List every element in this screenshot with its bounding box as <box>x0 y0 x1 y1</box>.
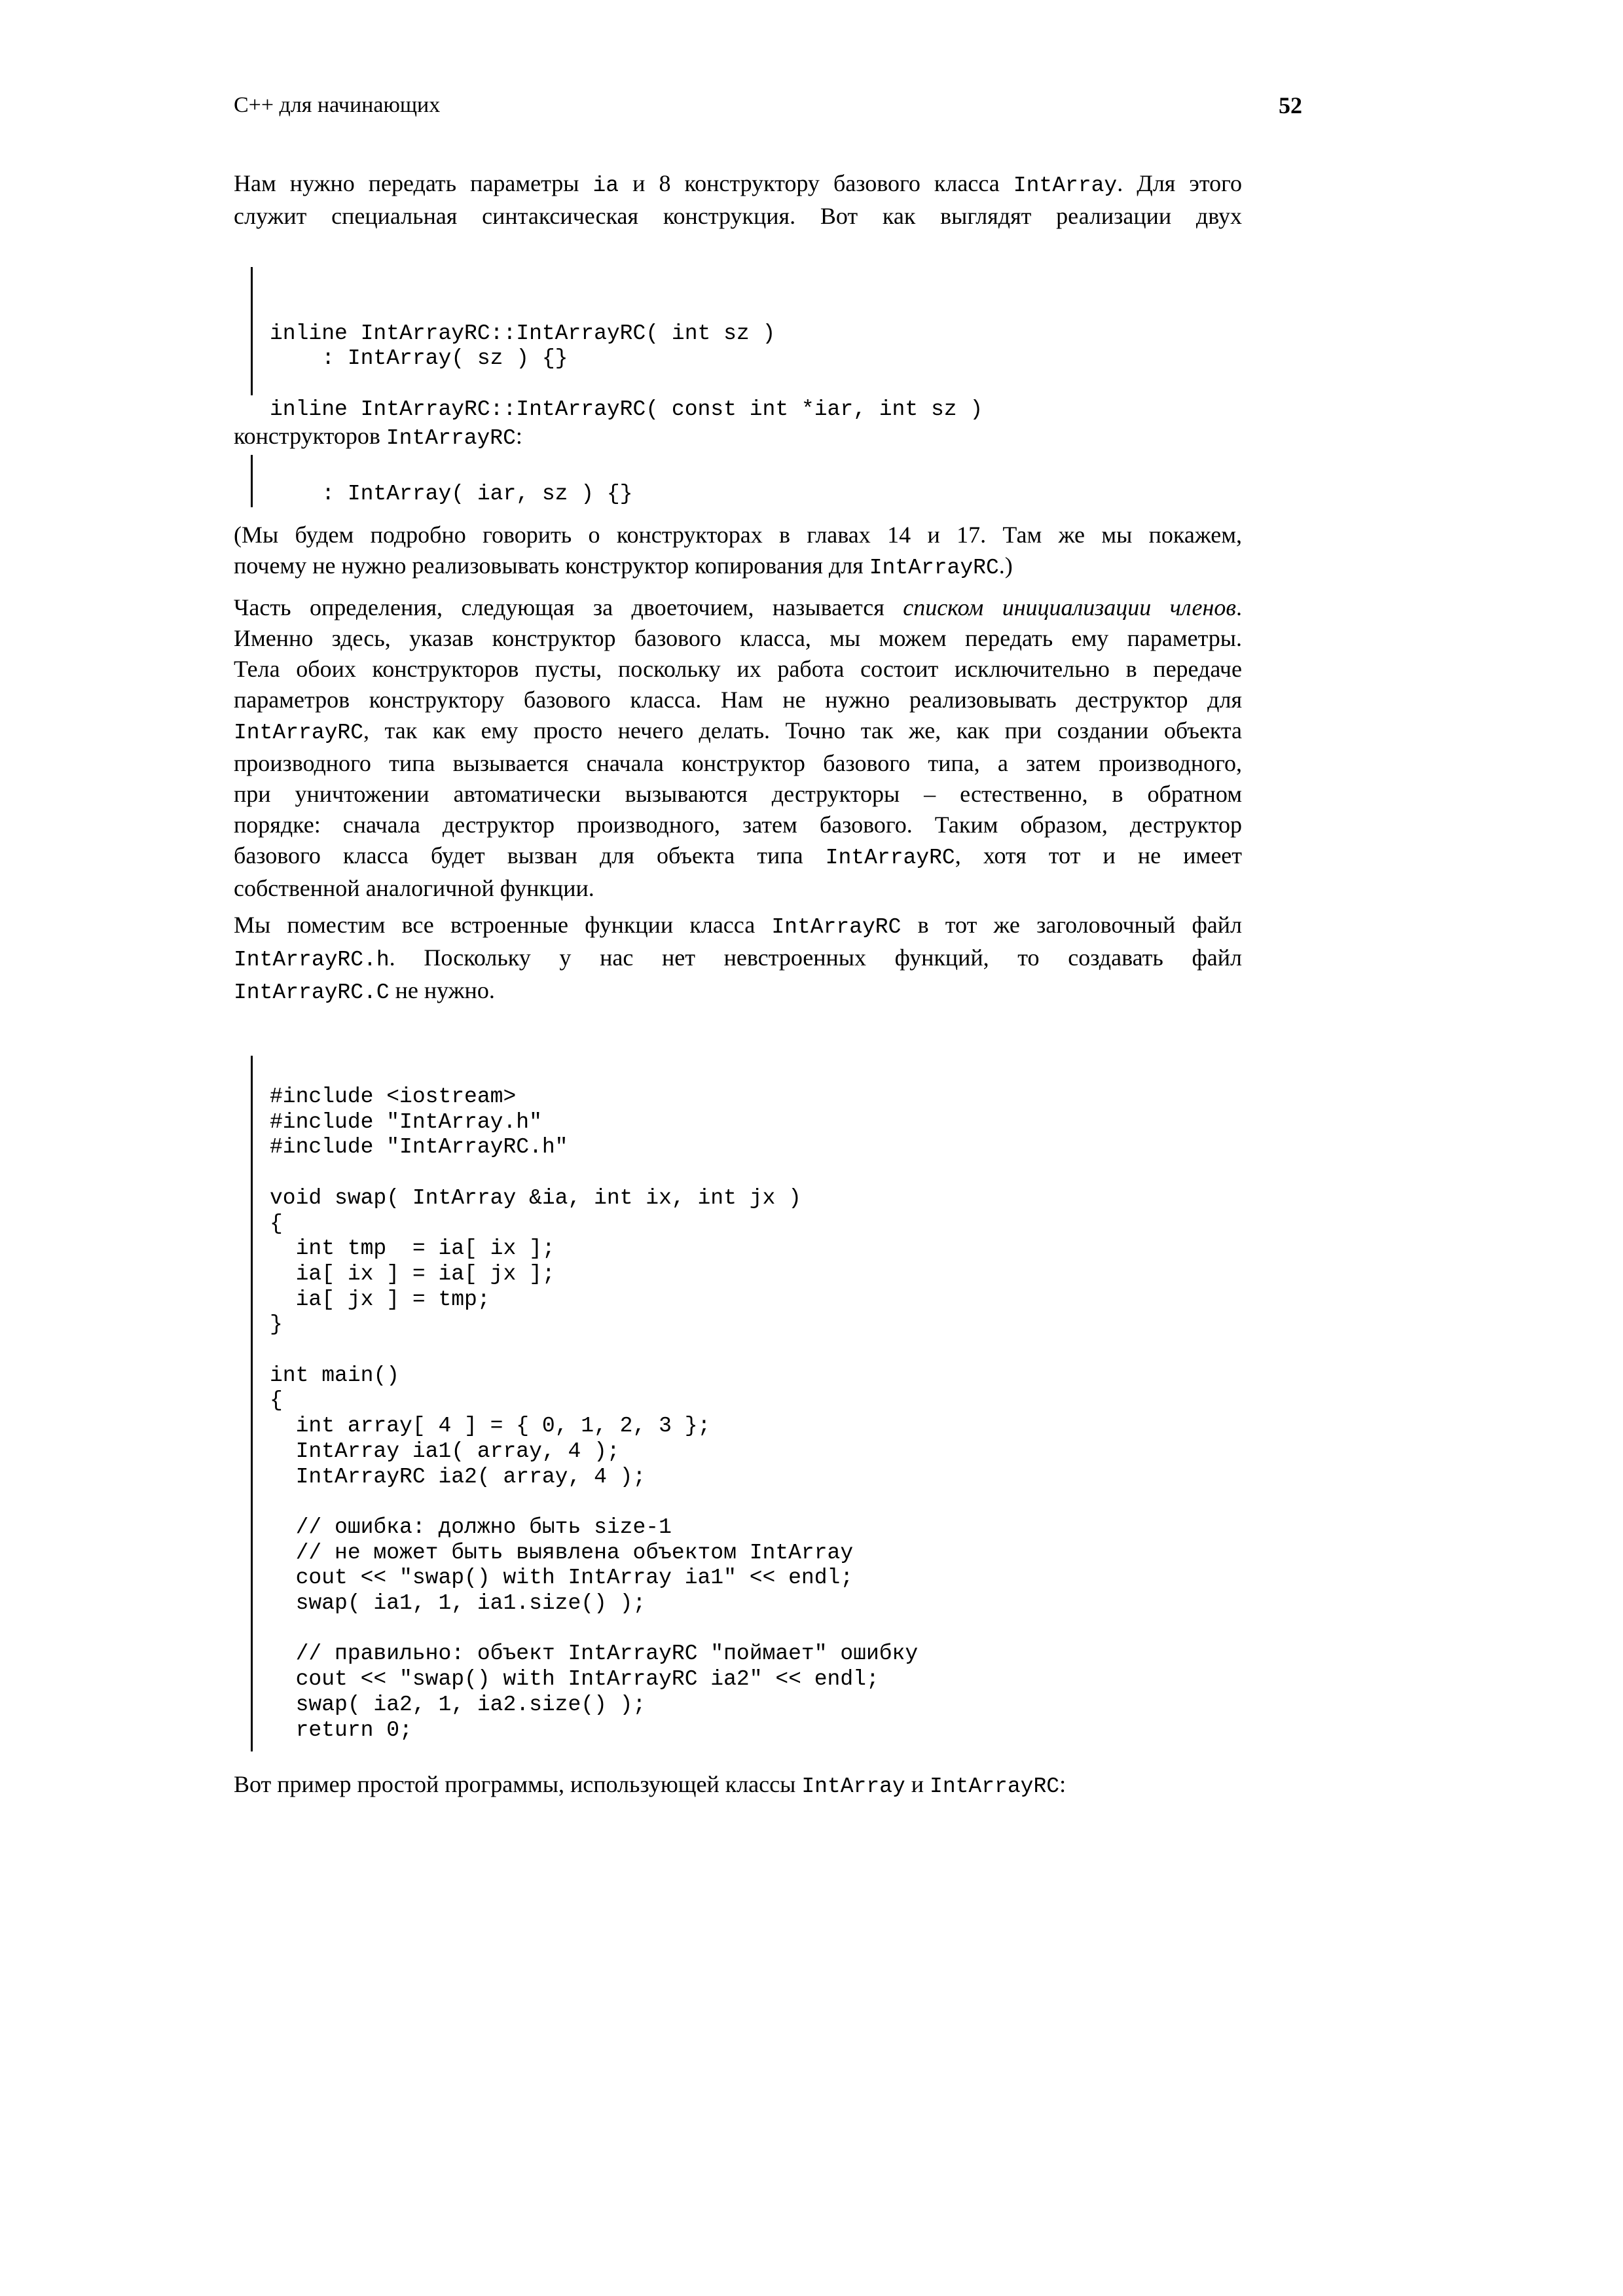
paragraph-2 <box>234 421 1242 454</box>
paragraph-3-line-1: (Мы будем подробно говорить о конструкторах в главах 14 и 17. Там же мы покажем, <box>234 522 1242 548</box>
paragraph-3 <box>234 520 1242 583</box>
paragraph-4-line-9: базового класса будет вызван для объекта типа IntArrayRC, хотя тот и не имеет <box>234 842 1243 870</box>
inline-code-intarrayrc: IntArrayRC <box>825 846 955 870</box>
paragraph-4-line-2: Именно здесь, указав конструктор базового класса, мы можем передать ему параметры. <box>234 625 1242 651</box>
term-member-init-list: списком инициализации членов <box>903 594 1236 620</box>
code-block-constructors <box>251 267 983 422</box>
paragraph-3-line-2: почему не нужно реализовывать конструктор копирования для IntArrayRC.) <box>234 552 1013 580</box>
code-line-1: inline IntArrayRC::IntArrayRC( int sz ) : IntArray( sz ) {} <box>270 321 776 371</box>
paragraph-5-line-3: IntArrayRC.C не нужно. <box>234 977 495 1005</box>
inline-code-intarrayrc: IntArrayRC <box>930 1774 1060 1799</box>
paragraph-4-line-3: Тела обоих конструкторов пусты, поскольку их работа состоит исключительно в передаче <box>234 656 1242 682</box>
paragraph-4-line-6: производного типа вызывается сначала конструктор базового типа, а затем производного, <box>234 750 1242 776</box>
inline-code-intarrayrc: IntArrayRC <box>869 556 999 580</box>
paragraph-4-line-4: параметров конструктору базового класса. Нам не нужно реализовывать деструктор для <box>234 687 1242 713</box>
code-block-program: #include <iostream> #include "IntArray.h" #include "IntArrayRC.h" void swap( IntArray &ia, int ix, int jx ) { int tmp = ia[ ix ]; ia[ ix ] = ia[ jx ]; ia[ jx ] = tmp; } int main() { int array[ 4 ] = { 0, 1, 2, 3 }; IntArray ia1( array, 4 ); IntArrayRC ia2( array, 4 ); // ошибка: должно быть size-1 // не может быть выявлена объектом IntArray cout << "swap() with IntArray ia1" << endl; swap( ia1, 1, ia1.size() ); // правильно: объект IntArrayRC "поймает" ошибку cout << "swap() with IntArrayRC ia2" << endl; swap( ia2, 1, ia2.size() ); return 0; <box>251 1056 918 1751</box>
paragraph-4-line-5: IntArrayRC, так как ему просто нечего делать. Точно так же, как при создании объекта <box>234 717 1242 745</box>
paragraph-1-line-1: Нам нужно передать параметры ia и 8 конструктору базового класса IntArray. Для этого <box>234 170 1242 198</box>
paragraph-4-line-7: при уничтожении автоматически вызываются деструкторы – естественно, в обратном <box>234 781 1242 807</box>
paragraph-5 <box>234 910 1242 1008</box>
paragraph-4-line-1: Часть определения, следующая за двоеточием, называется списком инициализации членов. <box>234 594 1242 620</box>
code-line-initializer: : IntArray( iar, sz ) {} <box>270 481 633 506</box>
inline-code-header-file: IntArrayRC.h <box>234 948 390 972</box>
inline-code-intarray: IntArray <box>801 1774 905 1799</box>
paragraph-1-line-2: служит специальная синтаксическая конструкция. Вот как выглядят реализации двух <box>234 203 1242 229</box>
paragraph-4 <box>234 592 1242 904</box>
inline-code-intarrayrc: IntArrayRC <box>386 426 516 450</box>
inline-code-source-file: IntArrayRC.C <box>234 980 390 1005</box>
code-line-2: inline IntArrayRC::IntArrayRC( const int *iar, int sz ) <box>270 397 983 422</box>
inline-code-intarray: IntArray <box>1013 173 1118 198</box>
paragraph-4-line-8: порядке: сначала деструктор производного, затем базового. Таким образом, деструктор <box>234 812 1242 838</box>
paragraph-5-line-1: Мы поместим все встроенные функции класса IntArrayRC в тот же заголовочный файл <box>234 912 1243 939</box>
paragraph-6-line-1: Вот пример простой программы, использующей классы IntArray и IntArrayRC: <box>234 1771 1067 1799</box>
paragraph-2-line-1: конструкторов IntArrayRC: <box>234 423 522 450</box>
inline-code-intarrayrc: IntArrayRC <box>771 915 902 939</box>
paragraph-4-line-10: собственной аналогичной функции. <box>234 875 594 901</box>
code-block-initializer <box>251 455 633 507</box>
page-number: 52 <box>1279 92 1302 118</box>
inline-code-ia: ia <box>593 173 619 198</box>
paragraph-1 <box>234 168 1242 232</box>
inline-code-intarrayrc: IntArrayRC <box>234 721 364 745</box>
page-header-title: C++ для начинающих <box>234 93 441 117</box>
paragraph-6 <box>234 1769 1242 1802</box>
paragraph-5-line-2: IntArrayRC.h. Поскольку у нас нет невстроенных функций, то создавать файл <box>234 944 1242 972</box>
